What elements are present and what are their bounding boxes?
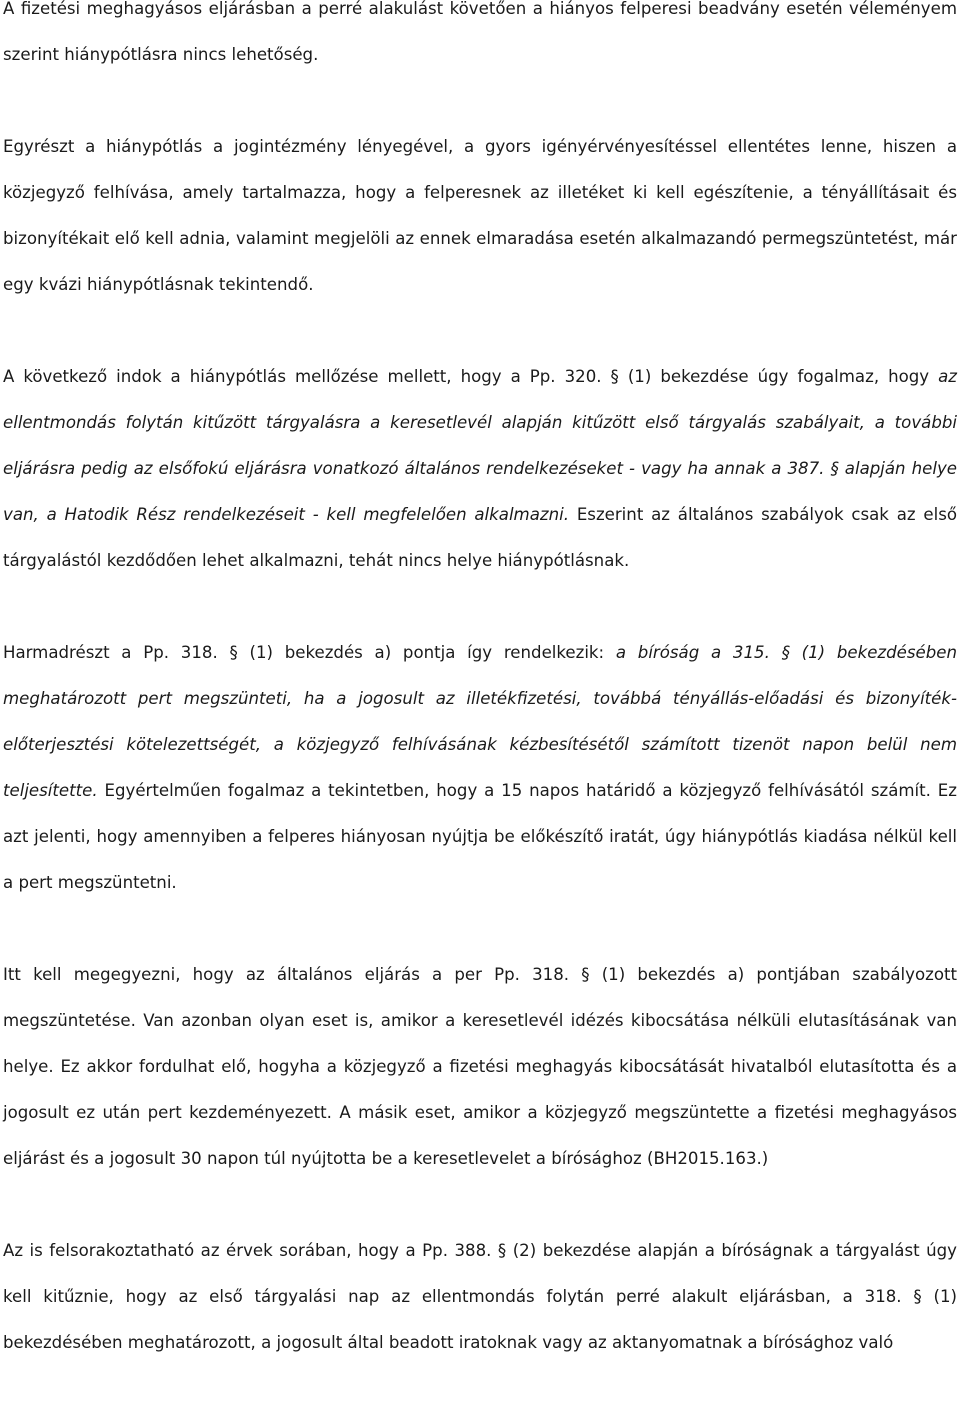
paragraph-5-text: Itt kell megegyezni, hogy az általános eljárás a per Pp. 318. § (1) bekezdés a) pontjában szabályozott megszüntetése. Van azonban olyan eset is, amikor a keresetlevél idézés kibocsátása nélküli elutasításának van helye. Ez akkor fordulhat elő, hogyha a közjegyző a fizetési meghagyás kibocsátását hivatalból elutasította és a jogosult ez után pert kezdeményezett. A másik eset, amikor a közjegyző megszüntette a fizetési meghagyásos eljárást és a jogosult 30 napon túl nyújtotta be a keresetlevelet a bírósághoz (BH2015.163.) <box>3 965 957 1168</box>
paragraph-spacer <box>3 584 957 630</box>
paragraph-spacer <box>3 906 957 952</box>
paragraph-3-text-b: Eszerint az általános szabályok csak az első tárgyalástól kezdődően lehet alkalmazni, tehát nincs helye hiánypótlásnak. <box>3 505 957 570</box>
paragraph-1-text: A fizetési meghagyásos eljárásban a perré alakulást követően a hiányos felperesi beadvány esetén véleményem szerint hiánypótlásra nincs lehetőség. <box>3 0 957 64</box>
paragraph-spacer <box>3 78 957 124</box>
paragraph-4-text-a: Harmadrészt a Pp. 318. § (1) bekezdés a) pontja így rendelkezik: <box>3 643 616 662</box>
paragraph-spacer <box>3 308 957 354</box>
paragraph-5 <box>3 952 957 1182</box>
paragraph-4 <box>3 630 957 906</box>
paragraph-2 <box>3 124 957 308</box>
paragraph-6-text: Az is felsorakoztatható az érvek sorában, hogy a Pp. 388. § (2) bekezdése alapján a bíróságnak a tárgyalást úgy kell kitűznie, hogy az első tárgyalási nap az ellentmondás folytán perré alakult eljárásban, a 318. § (1) bekezdésében meghatározott, a jogosult által beadott iratoknak vagy az aktanyomatnak a bírósághoz való <box>3 1241 957 1352</box>
paragraph-6 <box>3 1228 957 1366</box>
paragraph-spacer <box>3 1182 957 1228</box>
paragraph-4-quote: a bíróság a 315. § (1) bekezdésében meghatározott pert megszünteti, ha a jogosult az illetékfizetési, továbbá tényállás-előadási és bizonyíték-előterjesztési kötelezettségét, a közjegyző felhívásának kézbesítésétől számított tizenöt napon belül nem teljesítette. <box>3 643 957 800</box>
paragraph-3-text-a: A következő indok a hiánypótlás mellőzése mellett, hogy a Pp. 320. § (1) bekezdése úgy fogalmaz, hogy <box>3 367 939 386</box>
paragraph-2-text: Egyrészt a hiánypótlás a jogintézmény lényegével, a gyors igényérvényesítéssel ellentétes lenne, hiszen a közjegyző felhívása, amely tartalmazza, hogy a felperesnek az illetéket ki kell egészítenie, a tényállításait és bizonyítékait elő kell adnia, valamint megjelöli az ennek elmaradása esetén alkalmazandó permegszüntetést, már egy kvázi hiánypótlásnak tekintendő. <box>3 137 957 294</box>
paragraph-3 <box>3 354 957 584</box>
paragraph-3-quote: az ellentmondás folytán kitűzött tárgyalásra a keresetlevél alapján kitűzött első tárgyalás szabályait, a további eljárásra pedig az elsőfokú eljárásra vonatkozó általános rendelkezéseket - vagy ha annak a 387. § alapján helye van, a Hatodik Rész rendelkezéseit - kell megfelelően alkalmazni. <box>3 367 957 524</box>
paragraph-1 <box>3 0 957 78</box>
paragraph-4-text-b: Egyértelműen fogalmaz a tekintetben, hogy a 15 napos határidő a közjegyző felhívásától számít. Ez azt jelenti, hogy amennyiben a felperes hiányosan nyújtja be előkészítő iratát, úgy hiánypótlás kiadása nélkül kell a pert megszüntetni. <box>3 781 957 892</box>
